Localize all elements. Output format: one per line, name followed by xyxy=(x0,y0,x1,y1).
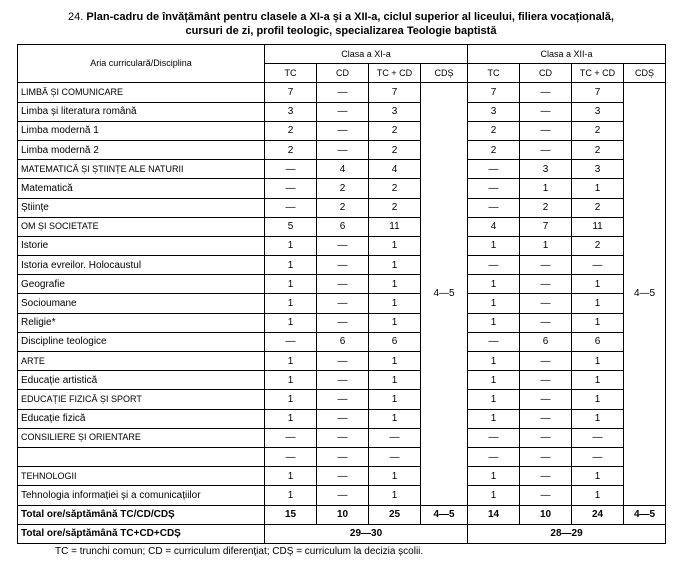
hours-cell: — xyxy=(317,236,369,255)
discipline-name: MATEMATICĂ ȘI ȘTIINȚE ALE NATURII xyxy=(18,160,265,179)
hours-cell: — xyxy=(520,83,572,102)
hours-cell: 2 xyxy=(572,140,624,159)
discipline-name: Religie* xyxy=(18,313,265,332)
cds-class-12: 4—5 xyxy=(624,83,666,505)
hours-cell: 1 xyxy=(265,390,317,409)
hours-cell: — xyxy=(468,256,520,275)
discipline-name: Educație fizică xyxy=(18,409,265,428)
hours-cell: — xyxy=(317,83,369,102)
hours-cell: — xyxy=(520,121,572,140)
hours-cell: — xyxy=(369,447,421,466)
total-value: 4—5 xyxy=(421,505,468,524)
hours-cell: 1 xyxy=(572,294,624,313)
header-cd-12: CD xyxy=(520,64,572,83)
hours-cell: — xyxy=(369,428,421,447)
hours-cell: 4 xyxy=(369,160,421,179)
hours-cell: — xyxy=(520,409,572,428)
discipline-name: TEHNOLOGII xyxy=(18,467,265,486)
hours-cell: 3 xyxy=(369,102,421,121)
hours-cell: 6 xyxy=(369,332,421,351)
discipline-name: ARTE xyxy=(18,352,265,371)
table-row xyxy=(18,486,666,505)
hours-cell: 1 xyxy=(265,486,317,505)
hours-cell: 1 xyxy=(572,313,624,332)
header-row-1 xyxy=(18,45,666,64)
discipline-name: EDUCAȚIE FIZICĂ ȘI SPORT xyxy=(18,390,265,409)
hours-cell: 1 xyxy=(468,390,520,409)
discipline-name: Geografie xyxy=(18,275,265,294)
hours-cell: 1 xyxy=(369,409,421,428)
table-row xyxy=(18,447,666,466)
hours-cell: 1 xyxy=(468,313,520,332)
hours-cell: 7 xyxy=(369,83,421,102)
hours-cell: 2 xyxy=(572,121,624,140)
hours-cell: — xyxy=(317,371,369,390)
discipline-name: Limba modernă 1 xyxy=(18,121,265,140)
hours-cell: 1 xyxy=(369,352,421,371)
table-row xyxy=(18,121,666,140)
hours-cell: — xyxy=(317,102,369,121)
hours-cell: — xyxy=(468,160,520,179)
hours-cell: 2 xyxy=(468,121,520,140)
hours-cell: — xyxy=(317,313,369,332)
hours-cell: 2 xyxy=(317,198,369,217)
hours-cell: 3 xyxy=(265,102,317,121)
hours-cell: — xyxy=(468,198,520,217)
hours-cell: — xyxy=(520,486,572,505)
hours-cell: — xyxy=(520,294,572,313)
table-row xyxy=(18,371,666,390)
hours-cell: 1 xyxy=(520,179,572,198)
header-cds-11: CDȘ xyxy=(421,64,468,83)
hours-cell: — xyxy=(317,486,369,505)
total-row xyxy=(18,505,666,524)
hours-cell: 1 xyxy=(369,275,421,294)
hours-cell: — xyxy=(520,313,572,332)
table-row xyxy=(18,102,666,121)
title-line-1: Plan-cadru de învățământ pentru clasele a XI-a și a XII-a, ciclul superior al liceului, filiera vocațională, xyxy=(86,11,614,23)
header-tccd-11: TC + CD xyxy=(369,64,421,83)
hours-cell: 6 xyxy=(520,332,572,351)
header-cds-12: CDȘ xyxy=(624,64,666,83)
hours-cell: 1 xyxy=(572,390,624,409)
hours-cell: 7 xyxy=(572,83,624,102)
hours-cell: 1 xyxy=(265,467,317,486)
document-title xyxy=(14,10,668,38)
discipline-name: Istorie xyxy=(18,236,265,255)
discipline-name: Matematică xyxy=(18,179,265,198)
hours-cell: 6 xyxy=(572,332,624,351)
hours-cell: 1 xyxy=(572,371,624,390)
total-value: 10 xyxy=(520,505,572,524)
hours-cell: — xyxy=(265,332,317,351)
hours-cell: — xyxy=(317,352,369,371)
discipline-name xyxy=(18,447,265,466)
title-number: 24. xyxy=(68,11,84,23)
grand-total-class-12: 28—29 xyxy=(468,524,666,543)
table-row xyxy=(18,275,666,294)
footnote: TC = trunchi comun; CD = curriculum diferențiat; CDȘ = curriculum la decizia școlii. xyxy=(55,546,424,557)
hours-cell: 5 xyxy=(265,217,317,236)
hours-cell: 1 xyxy=(468,236,520,255)
hours-cell: — xyxy=(317,140,369,159)
hours-cell: 2 xyxy=(520,198,572,217)
table-row xyxy=(18,390,666,409)
hours-cell: — xyxy=(317,121,369,140)
hours-cell: 1 xyxy=(572,486,624,505)
hours-cell: 1 xyxy=(572,352,624,371)
hours-cell: — xyxy=(468,447,520,466)
table-row xyxy=(18,160,666,179)
hours-cell: — xyxy=(572,447,624,466)
hours-cell: 7 xyxy=(468,83,520,102)
header-area: Aria curriculară/Disciplina xyxy=(18,45,265,83)
total-value: 14 xyxy=(468,505,520,524)
discipline-name: Limba modernă 2 xyxy=(18,140,265,159)
hours-cell: — xyxy=(520,390,572,409)
total-value: 15 xyxy=(265,505,317,524)
hours-cell: 3 xyxy=(468,102,520,121)
header-cd-11: CD xyxy=(317,64,369,83)
table-row xyxy=(18,83,666,102)
hours-cell: 2 xyxy=(265,121,317,140)
hours-cell: — xyxy=(520,275,572,294)
hours-cell: 1 xyxy=(369,467,421,486)
hours-cell: — xyxy=(520,102,572,121)
discipline-name: OM ȘI SOCIETATE xyxy=(18,217,265,236)
header-class-11: Clasa a XI-a xyxy=(265,45,468,64)
grand-total-class-11: 29—30 xyxy=(265,524,468,543)
hours-cell: 2 xyxy=(572,236,624,255)
hours-cell: — xyxy=(520,352,572,371)
table-row xyxy=(18,294,666,313)
hours-cell: 1 xyxy=(572,275,624,294)
hours-cell: 1 xyxy=(265,371,317,390)
header-tc-12: TC xyxy=(468,64,520,83)
table-row xyxy=(18,217,666,236)
hours-cell: 7 xyxy=(520,217,572,236)
hours-cell: 1 xyxy=(265,313,317,332)
hours-cell: 1 xyxy=(369,371,421,390)
hours-cell: 1 xyxy=(468,409,520,428)
table-body xyxy=(18,83,666,544)
hours-cell: 6 xyxy=(317,332,369,351)
hours-cell: 1 xyxy=(265,275,317,294)
table-row xyxy=(18,352,666,371)
hours-cell: — xyxy=(265,160,317,179)
hours-cell: 1 xyxy=(468,486,520,505)
hours-cell: 2 xyxy=(468,140,520,159)
grand-total-row xyxy=(18,524,666,543)
hours-cell: — xyxy=(317,428,369,447)
hours-cell: — xyxy=(317,447,369,466)
hours-cell: 1 xyxy=(468,275,520,294)
hours-cell: 1 xyxy=(572,179,624,198)
discipline-name: Științe xyxy=(18,198,265,217)
hours-cell: — xyxy=(317,275,369,294)
title-line-2: cursuri de zi, profil teologic, specializarea Teologie baptistă xyxy=(185,25,497,37)
discipline-name: Socioumane xyxy=(18,294,265,313)
hours-cell: 1 xyxy=(468,371,520,390)
hours-cell: 1 xyxy=(468,352,520,371)
discipline-name: Educație artistică xyxy=(18,371,265,390)
hours-cell: 1 xyxy=(265,236,317,255)
hours-cell: 2 xyxy=(369,140,421,159)
table-row xyxy=(18,179,666,198)
hours-cell: — xyxy=(468,428,520,447)
hours-cell: — xyxy=(572,428,624,447)
total-value: 10 xyxy=(317,505,369,524)
hours-cell: 11 xyxy=(369,217,421,236)
hours-cell: 2 xyxy=(369,198,421,217)
hours-cell: — xyxy=(520,371,572,390)
hours-cell: 6 xyxy=(317,217,369,236)
hours-cell: — xyxy=(520,447,572,466)
hours-cell: 1 xyxy=(369,313,421,332)
hours-cell: 1 xyxy=(369,486,421,505)
hours-cell: — xyxy=(317,467,369,486)
hours-cell: — xyxy=(317,409,369,428)
hours-cell: — xyxy=(265,198,317,217)
total-value: 4—5 xyxy=(624,505,666,524)
grand-total-label: Total ore/săptămână TC+CD+CDȘ xyxy=(18,524,265,543)
hours-cell: 1 xyxy=(468,294,520,313)
table-row xyxy=(18,256,666,275)
discipline-name: Istoria evreilor. Holocaustul xyxy=(18,256,265,275)
hours-cell: 1 xyxy=(265,256,317,275)
hours-cell: — xyxy=(520,428,572,447)
total-label: Total ore/săptămână TC/CD/CDȘ xyxy=(18,505,265,524)
hours-cell: — xyxy=(317,256,369,275)
table-row xyxy=(18,313,666,332)
table-row xyxy=(18,467,666,486)
header-tccd-12: TC + CD xyxy=(572,64,624,83)
hours-cell: 2 xyxy=(369,179,421,198)
discipline-name: LIMBĂ ȘI COMUNICARE xyxy=(18,83,265,102)
total-value: 25 xyxy=(369,505,421,524)
hours-cell: — xyxy=(317,294,369,313)
hours-cell: 1 xyxy=(265,352,317,371)
hours-cell: 2 xyxy=(317,179,369,198)
hours-cell: — xyxy=(265,179,317,198)
discipline-name: Discipline teologice xyxy=(18,332,265,351)
hours-cell: 1 xyxy=(369,294,421,313)
hours-cell: 1 xyxy=(468,467,520,486)
hours-cell: — xyxy=(468,332,520,351)
table-row xyxy=(18,236,666,255)
table-row xyxy=(18,332,666,351)
discipline-name: Limba și literatura română xyxy=(18,102,265,121)
hours-cell: — xyxy=(520,467,572,486)
hours-cell: — xyxy=(468,179,520,198)
discipline-name: CONSILIERE ȘI ORIENTARE xyxy=(18,428,265,447)
hours-cell: — xyxy=(317,390,369,409)
table-row xyxy=(18,140,666,159)
discipline-name: Tehnologia informației și a comunicațiilor xyxy=(18,486,265,505)
cds-class-11: 4—5 xyxy=(421,83,468,505)
hours-cell: 11 xyxy=(572,217,624,236)
header-tc-11: TC xyxy=(265,64,317,83)
hours-cell: — xyxy=(265,447,317,466)
total-value: 24 xyxy=(572,505,624,524)
hours-cell: 1 xyxy=(572,409,624,428)
hours-cell: 2 xyxy=(265,140,317,159)
hours-cell: 3 xyxy=(572,102,624,121)
hours-cell: — xyxy=(520,256,572,275)
hours-cell: 3 xyxy=(572,160,624,179)
header-class-12: Clasa a XII-a xyxy=(468,45,666,64)
hours-cell: 1 xyxy=(369,256,421,275)
hours-cell: — xyxy=(520,140,572,159)
hours-cell: 3 xyxy=(520,160,572,179)
hours-cell: 1 xyxy=(520,236,572,255)
hours-cell: 1 xyxy=(572,467,624,486)
curriculum-table xyxy=(17,44,666,544)
hours-cell: — xyxy=(572,256,624,275)
hours-cell: 1 xyxy=(265,294,317,313)
hours-cell: 7 xyxy=(265,83,317,102)
hours-cell: 4 xyxy=(317,160,369,179)
hours-cell: 1 xyxy=(369,390,421,409)
hours-cell: 1 xyxy=(369,236,421,255)
table-row xyxy=(18,198,666,217)
hours-cell: 4 xyxy=(468,217,520,236)
hours-cell: 2 xyxy=(572,198,624,217)
table-row xyxy=(18,409,666,428)
table-row xyxy=(18,428,666,447)
hours-cell: — xyxy=(265,428,317,447)
hours-cell: 1 xyxy=(265,409,317,428)
hours-cell: 2 xyxy=(369,121,421,140)
